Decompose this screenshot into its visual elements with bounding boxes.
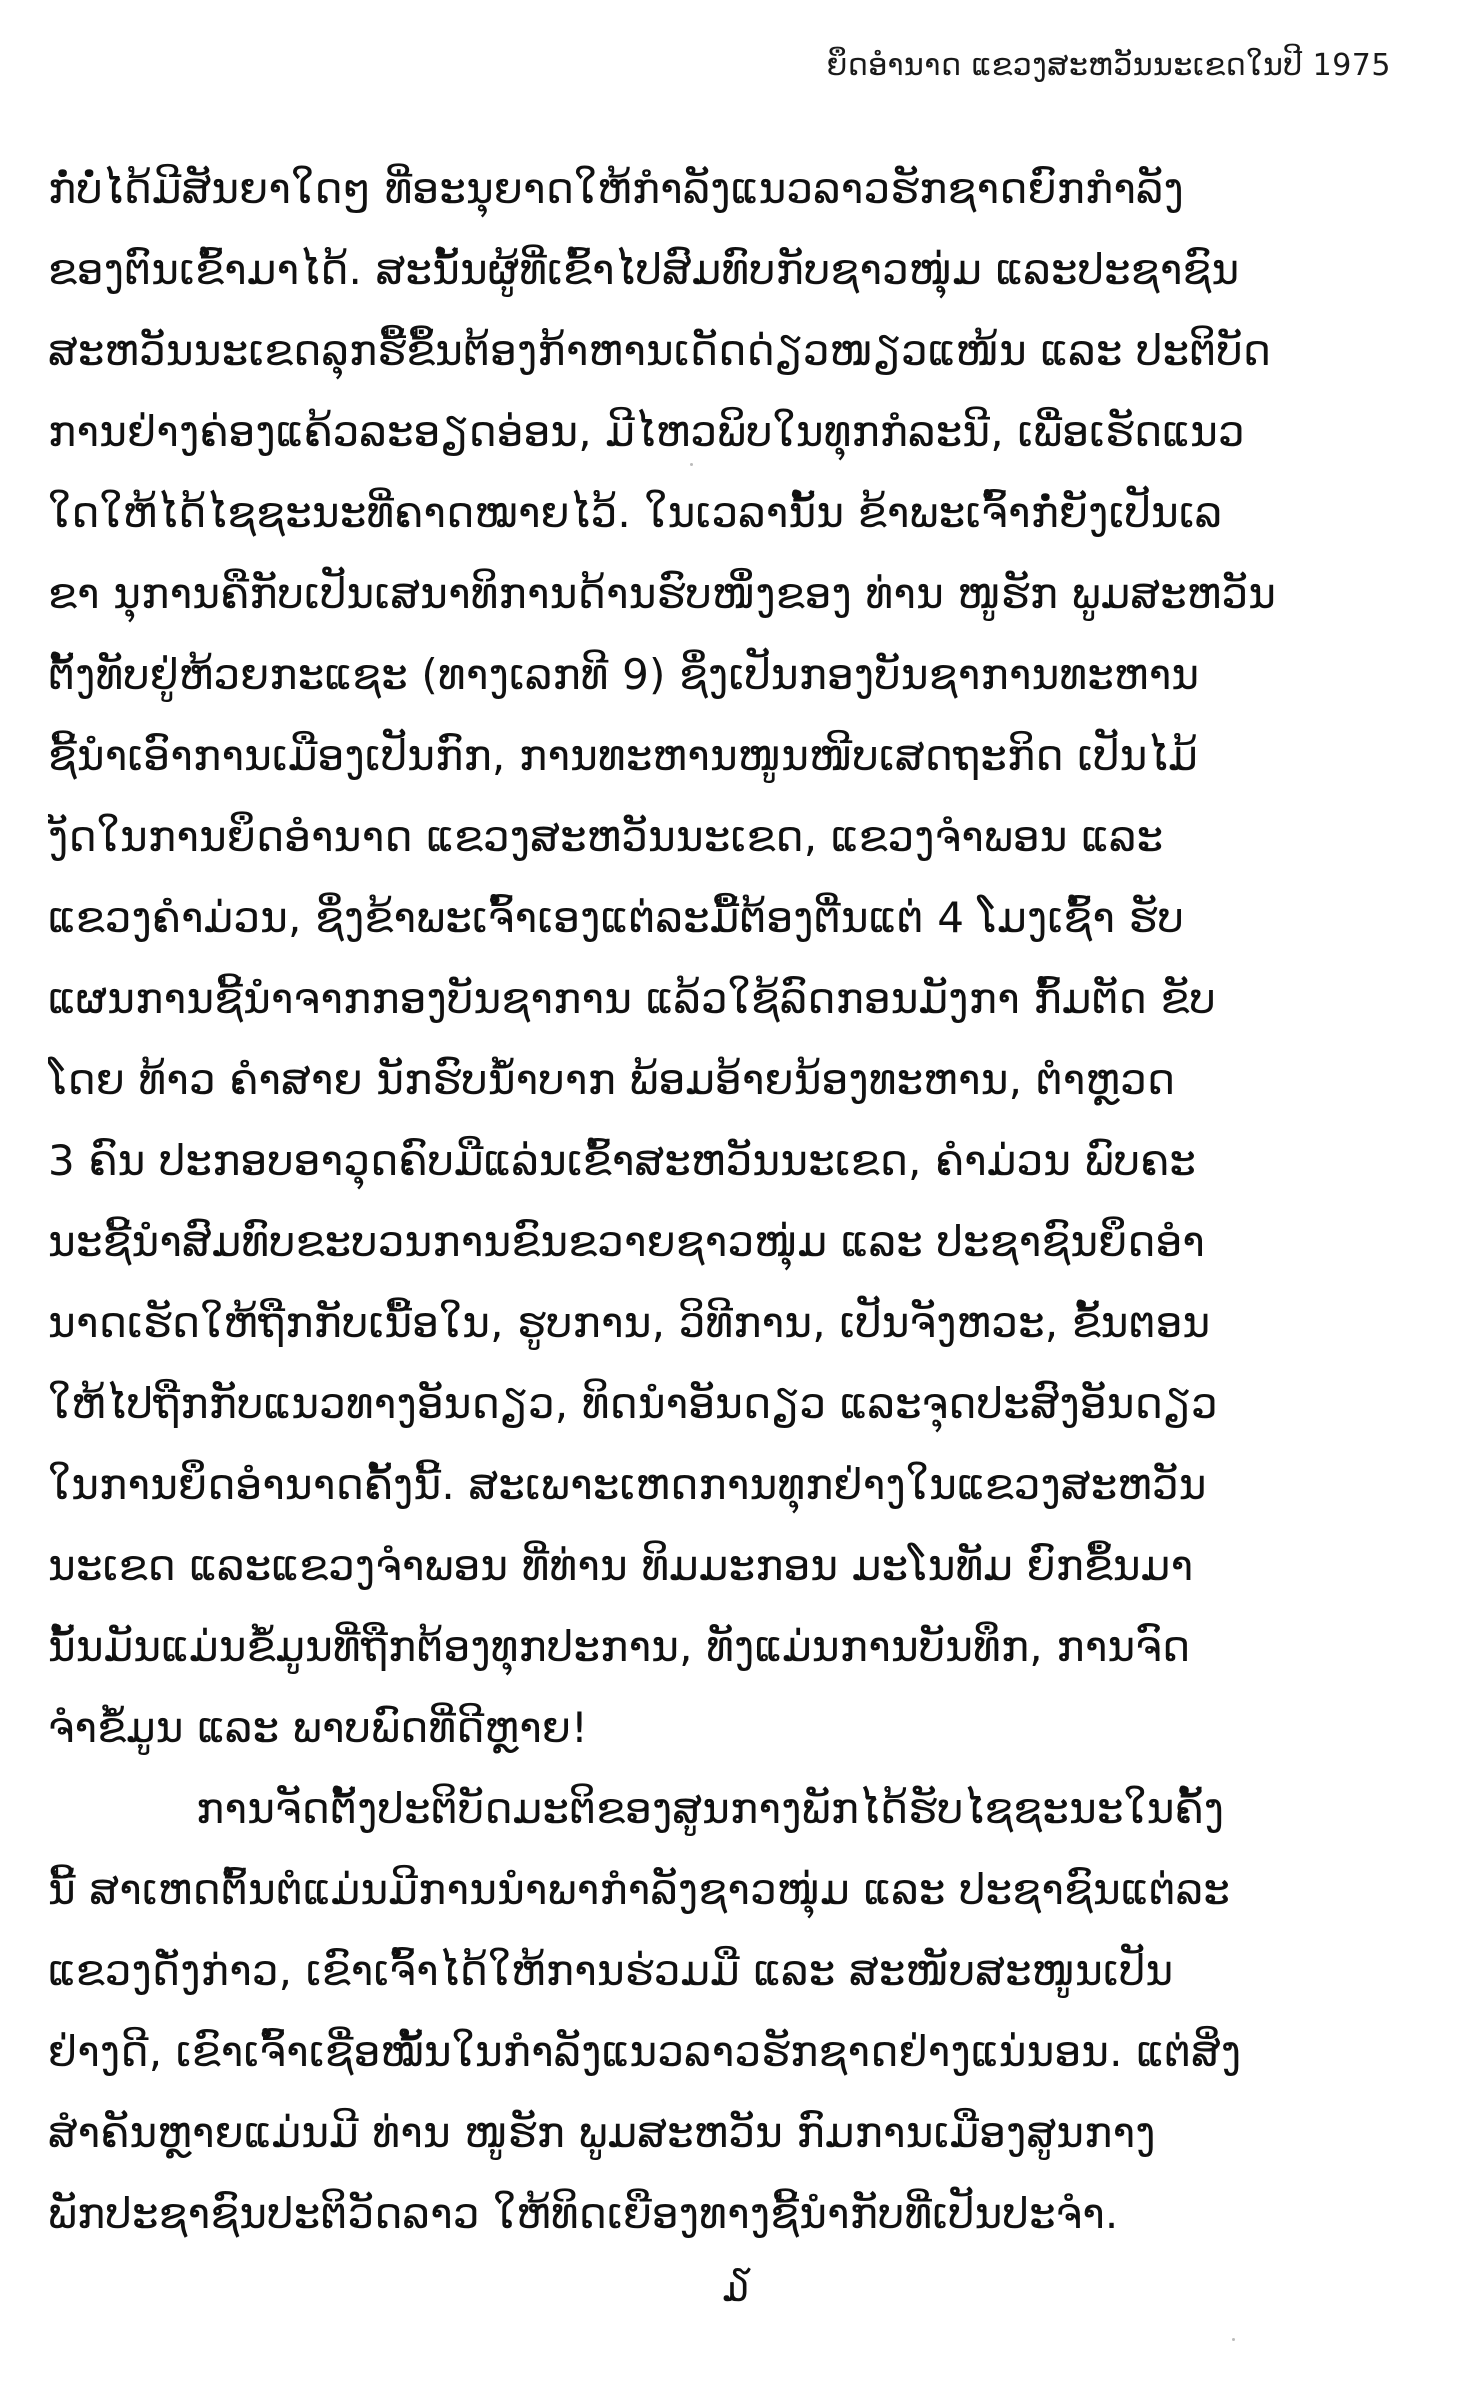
text-line: ສຳຄັນຫຼາຍແມ່ນມີ ທ່ານ ໜູຮັກ ພູມສະຫວັນ ກົມການເມືອງສູນກາງ	[48, 2108, 1156, 2157]
text-line: ຢ່າງດີ, ເຂົາເຈົ້າເຊື່ອໝັ້ນໃນກຳລັງແນວລາວຮັກຊາດຢ່າງແນ່ນອນ. ແຕ່ສິ່ງ	[48, 2027, 1242, 2076]
text-line: ພັກປະຊາຊົນປະຕິວັດລາວ ໃຫ້ທິດເຍືອງທາງຊີ້ນຳກັບທີ່ເປັນປະຈຳ.	[48, 2189, 1119, 2238]
scan-speck	[1232, 2338, 1235, 2341]
text-line: ແຂວງດັ່ງກ່າວ, ເຂົາເຈົ້າໄດ້ໃຫ້ການຮ່ວມມື ແລະ ສະໜັບສະໜູນເປັນ	[48, 1946, 1174, 1995]
text-line: ໂດຍ ທ້າວ ຄຳສາຍ ນັກຮົບນ້ຳບາກ ພ້ອມອ້າຍນ້ອງທະຫານ, ຕຳຫຼວດ	[48, 1055, 1176, 1104]
text-line: ໃຫ້ໄປຖືກກັບແນວທາງອັນດຽວ, ທິດນຳອັນດຽວ ແລະຈຸດປະສົງອັນດຽວ	[48, 1379, 1218, 1428]
text-line: 3 ຄົນ ປະກອບອາວຸດຄົບມືແລ່ນເຂົ້າສະຫວັນນະເຂດ, ຄຳມ່ວນ ພົບຄະ	[48, 1136, 1197, 1185]
text-line: ໃນການຍຶດອຳນາດຄັ້ງນີ້. ສະເພາະເຫດການທຸກຢ່າງໃນແຂວງສະຫວັນ	[48, 1460, 1207, 1509]
text-line: ນະເຂດ ແລະແຂວງຈຳພອນ ທີ່ທ່ານ ທິມມະກອນ ມະໂນທັມ ຍົກຂຶ້ນມາ	[48, 1541, 1194, 1590]
text-line: ຂອງຕົນເຂົ້າມາໄດ້. ສະນັ້ນຜູ້ທີ່ເຂົ້າໄປສົມທົບກັບຊາວໜຸ່ມ ແລະປະຊາຊົນ	[48, 245, 1240, 294]
running-header: ຍຶດອຳນາດ ແຂວງສະຫວັນນະເຂດໃນປີ 1975	[826, 48, 1391, 83]
text-line: ແຂວງຄຳມ່ວນ, ຊຶ່ງຂ້າພະເຈົ້າເອງແຕ່ລະມື້ຕ້ອງຕື່ນແຕ່ 4 ໂມງເຊົ້າ ຮັບ	[48, 893, 1185, 942]
text-line: ຊີ້ນຳເອົາການເມືອງເປັນກົກ, ການທະຫານໜູນໜີບເສດຖະກິດ ເປັນໄມ້	[48, 731, 1198, 780]
text-line: ແຜນການຊີ້ນຳຈາກກອງບັນຊາການ ແລ້ວໃຊ້ລົດກອນມັງກາ ກົ້ມຕັດ ຂັບ	[48, 974, 1216, 1023]
text-line: ນີ້ ສາເຫດຕົ້ນຕໍແມ່ນມີການນຳພາກຳລັງຊາວໜຸ່ມ ແລະ ປະຊາຊົນແຕ່ລະ	[48, 1865, 1231, 1914]
text-line: ສະຫວັນນະເຂດລຸກຮື້ຂຶ້ນຕ້ອງກ້າຫານເດັດດ່ຽວໜຽວແໜ້ນ ແລະ ປະຕິບັດ	[48, 326, 1272, 375]
text-line: ນາດເຮັດໃຫ້ຖືກກັບເນື້ອໃນ, ຮູບການ, ວິທີການ, ເປັນຈັງຫວະ, ຂັ້ນຕອນ	[48, 1298, 1211, 1347]
scan-speck	[690, 463, 693, 466]
text-line: ຕັ້ງທັບຢູ່ຫ້ວຍກະແຊະ (ທາງເລກທີ 9) ຊຶ່ງເປັນກອງບັນຊາການທະຫານ	[48, 650, 1200, 699]
text-line: ຂາ ນຸການຄືກັບເປັນເສນາທິການດ້ານຮົບໜຶ່ງຂອງ ທ່ານ ໜູຮັກ ພູມສະຫວັນ	[48, 569, 1277, 618]
text-line: ນະຊີ້ນຳສົມທົບຂະບວນການຂົນຂວາຍຊາວໜຸ່ມ ແລະ ປະຊາຊົນຍຶດອຳ	[48, 1217, 1206, 1266]
text-line: ການຢ່າງຄ່ອງແຄ້ວລະອຽດອ່ອນ, ມີໄຫວພິບໃນທຸກກໍລະນີ, ເພື່ອເຮັດແນວ	[48, 407, 1245, 456]
paragraph-first-line: ການຈັດຕັ້ງປະຕິບັດມະຕິຂອງສູນກາງພັກໄດ້ຮັບໄຊຊະນະໃນຄັ້ງ	[196, 1784, 1225, 1833]
text-line: ງັດໃນການຍຶດອຳນາດ ແຂວງສະຫວັນນະເຂດ, ແຂວງຈຳພອນ ແລະ	[48, 812, 1164, 861]
text-line: ກໍ່ບໍ່ໄດ້ມີສັນຍາໃດໆ ທີ່ອະນຸຍາດໃຫ້ກຳລັງແນວລາວຮັກຊາດຍົກກຳລັງ	[48, 164, 1184, 213]
text-line: ນັ້ນມັນແມ່ນຂໍ້ມູນທີ່ຖືກຕ້ອງທຸກປະການ, ທັງແມ່ນການບັນທຶກ, ການຈົດ	[48, 1622, 1191, 1671]
body-text	[48, 148, 1388, 2254]
text-line: ໃດໃຫ້ໄດ້ໄຊຊະນະທີ່ຄາດໝາຍໄວ້. ໃນເວລານັ້ນ ຂ້າພະເຈົ້າກໍ່ຍັງເປັນເລ	[48, 488, 1223, 537]
text-line: ຈຳຂໍ້ມູນ ແລະ ພາບພົດທີ່ດີຫຼາຍ!	[48, 1703, 589, 1752]
page-number: ໓	[723, 2265, 750, 2311]
